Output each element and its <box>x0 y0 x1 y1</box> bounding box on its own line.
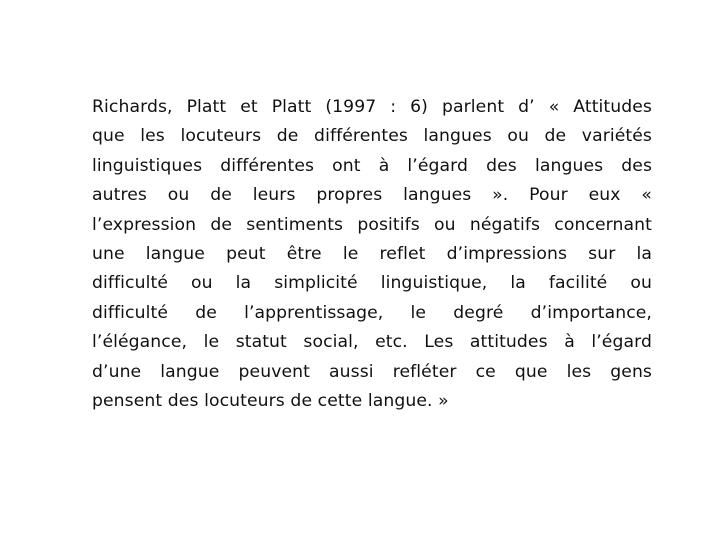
paragraph-line-3: linguistiques différentes ont à l’égard des langues des <box>92 155 652 176</box>
paragraph-line-6: une langue peut être le reflet d’impressions sur la <box>92 244 652 265</box>
paragraph-line-5: l’expression de sentiments positifs ou négatifs concernant <box>92 214 652 235</box>
paragraph-line-1: Richards, Platt et Platt (1997 : 6) parlent d’ « Attitudes <box>92 97 652 117</box>
paragraph-line-7: difficulté ou la simplicité linguistique, la facilité ou <box>92 273 652 294</box>
quoted-paragraph <box>92 93 652 416</box>
paragraph-line-11: pensent des locuteurs de cette langue. » <box>92 391 449 412</box>
paragraph-line-10: d’une langue peuvent aussi refléter ce que les gens <box>92 361 652 382</box>
paragraph-line-8: difficulté de l’apprentissage, le degré d’importance, <box>92 302 652 323</box>
paragraph-line-2: que les locuteurs de différentes langues ou de variétés <box>92 126 652 147</box>
paragraph-line-4: autres ou de leurs propres langues ». Pour eux « <box>92 185 652 206</box>
paragraph-line-9: l’élégance, le statut social, etc. Les attitudes à l’égard <box>92 332 652 353</box>
